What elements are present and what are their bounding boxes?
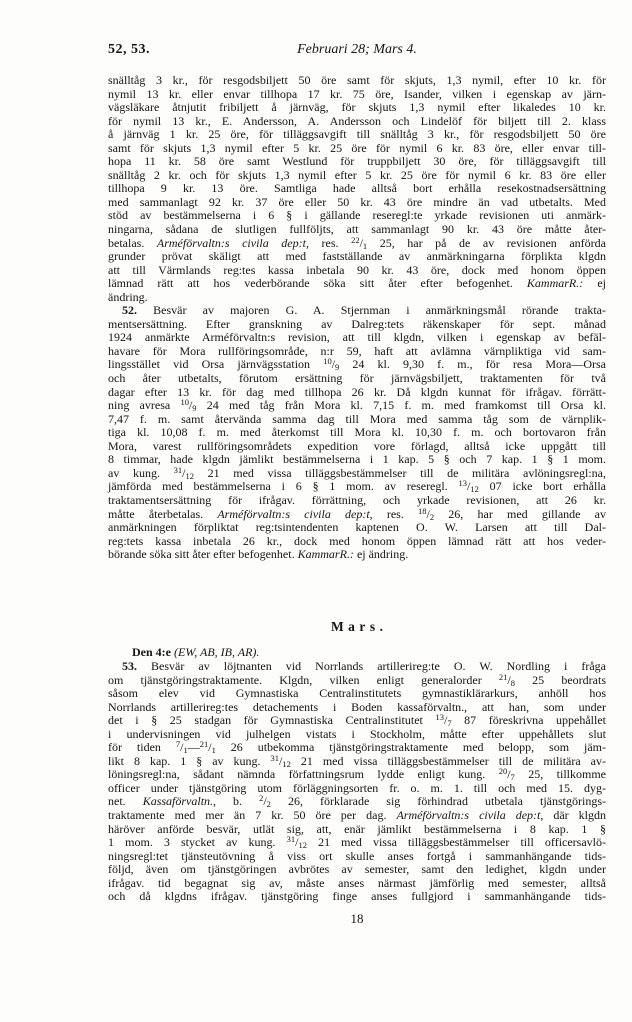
date-fraction: $^{31}/_{12}$: [173, 464, 194, 481]
text-run: ej: [583, 276, 606, 291]
body-text: [108, 74, 606, 562]
text-run: stöd av bestämmelserna i 6 § i gällande reseregl:te yrkade revisionen uti anmärk-: [108, 208, 606, 223]
italic-term: Arméförvaltn:s civila dep:t: [156, 235, 306, 250]
text-line: [108, 250, 606, 264]
text-line: [108, 505, 607, 522]
text-line: [108, 101, 606, 115]
text-line: [108, 74, 606, 88]
text-run: 25, har på de av revisionen anförda: [367, 235, 606, 250]
text-run: havare för Mora rullföringsområde, n:r 59, haft att avlämna värnpliktiga vid sam-: [108, 343, 606, 358]
text-line: [108, 877, 606, 891]
text-run: såsom elev vid Gymnastiska Centralinstitutets gymnastiklärarkurs, anhöll hos: [108, 686, 606, 701]
italic-term: Arméförvaltn:s civila dep:t: [396, 808, 541, 823]
text-line: [108, 88, 606, 102]
text-run: måtte återbetalas.: [108, 506, 218, 521]
text-run: ningsregl:tet tjänsteutövning å viss ort skulle anses fortgå i sammanhängande tids-: [108, 848, 606, 863]
text-run: snälltåg 2 kr. och för skjuts 1,3 nymil efter 5 kr. 25 öre för nymil 6 kr. 83 öre eller: [108, 167, 606, 182]
text-line: [108, 264, 606, 278]
italic-term: Arméförvaltn:s civila dep:t: [217, 506, 370, 521]
date-header: Februari 28; Mars 4.: [297, 42, 417, 57]
text-run: jämförda med bestämmelserna i 6 § 1 mom. av reseregl.: [108, 479, 459, 494]
text-run: samt för skjuts 1,3 nymil efter 5 kr. 25 öre för nymil 6 kr. 83 öre, eller envar till-: [108, 140, 606, 155]
case-number: Den 4:e: [132, 645, 171, 659]
text-line: [108, 701, 606, 715]
text-run: net.: [108, 794, 143, 809]
text-run: likt 8 kap. 1 § av kung.: [108, 753, 271, 768]
text-run: tillhopa 9 kr. 13 öre. Samtliga hade alltså bort erhålla resekostnadsersättning: [108, 181, 606, 196]
text-line: [108, 115, 606, 129]
text-line: [108, 494, 606, 508]
text-run: , res.: [305, 235, 352, 250]
text-run: 21 med vissa tilläggsbestämmelser till officersavlö-: [306, 835, 606, 850]
text-line: [108, 728, 606, 742]
text-line: [108, 277, 606, 291]
text-run: 1 mom. 3 stycket av kung.: [108, 835, 287, 850]
session-date-line: [108, 646, 606, 660]
paragraph-case-52: [108, 304, 606, 561]
date-fraction: $^{13}/_{12}$: [458, 478, 479, 495]
text-run: mentsersättning. Efter granskning av Dalreg:tets räkenskaper för sept. månad: [108, 316, 606, 331]
text-run: ändring.: [108, 289, 148, 304]
text-run: Besvär av majoren G. A. Stjernman i anmärkningsmål rörande trakta-: [137, 303, 606, 318]
text-line: [108, 142, 606, 156]
text-line: [108, 714, 606, 728]
text-run: betalas.: [108, 235, 157, 250]
text-line: [108, 464, 606, 481]
text-line: [108, 660, 606, 674]
text-run: i undervisningen vid julhelgen vistats i Stockholm, måtte efter uppehållets slut: [108, 726, 606, 741]
text-line: [108, 291, 606, 305]
date-fraction: $^{13}/_7$: [435, 712, 452, 729]
page-number: 18: [350, 911, 364, 926]
italic-term: KammarR.:: [297, 547, 354, 562]
date-fraction: $^{31}/_{12}$: [270, 752, 291, 769]
text-run: och då klgdns ifrågav. tjänstgöring finge anses fullgjord i sammanhängande tids-: [108, 889, 606, 904]
text-run: häröver anförde besvär, utlät sig, att, enär jämlikt bestämmelserna i 8 kap. 1 §: [108, 821, 606, 836]
date-fraction: $^{18}/_2$: [418, 505, 435, 522]
text-run: Besvär av löjtnanten vid Norrlands artillerireg:te O. W. Nordling i fråga: [137, 659, 606, 673]
text-line: [108, 169, 606, 183]
date-fraction: $^{21}/_1$: [199, 739, 216, 756]
text-run: det i § 25 stadgan för Gymnastiska Centralinstitutet: [108, 713, 436, 728]
text-line: [108, 318, 606, 332]
text-line: [108, 782, 606, 796]
date-fraction: $^7/_1$: [175, 739, 188, 756]
text-run: lingsstället vid Orsa järnvägsstation: [108, 357, 324, 372]
text-run: traktamente med mer än 7 kr. 50 öre per dag.: [108, 808, 397, 823]
text-line: [108, 741, 606, 755]
text-line: [108, 768, 606, 782]
text-run: hopa 11 kr. 58 öre samt Westlund för truppbiljett 30 öre, för tilläggsavgift till: [108, 154, 606, 169]
text-run: för tiden: [108, 740, 176, 755]
text-line: [108, 413, 606, 427]
text-run: nymil 13 kr. eller envar tillhopa 17 kr. 75 öre, Isander, vilken i egenskap av järn-: [108, 86, 606, 101]
text-line: [108, 671, 606, 688]
text-line: [108, 331, 606, 345]
case-numbers-header: 52, 53.: [108, 42, 150, 57]
text-run: 26 utbekomma tjänstgöringstraktamente med belopp, som jäm-: [215, 740, 606, 755]
text-run: med sammanlagt 92 kr. 37 öre eller 50 kr. 43 öre mindre än vad utbetalts. Med: [108, 194, 606, 209]
text-run: 7,47 f. m. samt återvända samma dag till Mora med samma tåg som de värnplik-: [108, 411, 606, 426]
text-run: , res.: [369, 506, 419, 521]
paragraph-case-51-continuation: [108, 74, 606, 304]
text-line: [108, 453, 606, 467]
text-run: lämnad rätt att hos vederbörande söka sitt åter efter befogenhet.: [108, 276, 527, 291]
text-run: ning avresa: [108, 398, 181, 413]
text-run: börande söka sitt åter efter befogenhet.: [108, 547, 298, 562]
date-fraction: $^{10}/_9$: [180, 397, 197, 414]
paragraph-case-53: [108, 660, 606, 904]
text-run: 26, förklarade sig förhindrad utbetala tjänstgörings-: [270, 794, 606, 809]
text-run: för nymil 13 kr., E. Andersson, A. Andersson och Lindelöf för biljett till 2. klass: [108, 113, 606, 128]
text-line: [108, 345, 606, 359]
text-run: 21 med vissa tilläggsbestämmelser till de militära av-: [290, 753, 606, 768]
text-run: 87 föreskrivna uppehållet: [451, 713, 607, 728]
date-fraction: $^{20}/_7$: [498, 766, 515, 783]
page-header: [108, 42, 606, 60]
text-run: 24 kl. 9,30 f. m., för resa Mora—Orsa: [339, 357, 606, 372]
text-run: ningarna, sådana de slutligen fullföljts, att sammanlagt 90 kr. 43 öre måtte åter-: [108, 222, 606, 237]
text-run: , b.: [213, 794, 260, 809]
text-line: [108, 304, 606, 318]
text-run: 25, tillkomme: [514, 767, 606, 782]
text-run: om tjänstgöringstraktamente. Klgdn, vilken enligt generalorder: [108, 672, 499, 687]
text-line: [108, 795, 606, 809]
text-run: tiga kl. 10,08 f. m. med återkomst till Mora kl. 10,30 f. m. och bortovaron från: [108, 425, 606, 440]
text-run: av kung.: [108, 465, 174, 480]
text-run: löningsregl:na, sådant nämnda författningsrum lydde enligt kung.: [108, 767, 499, 782]
text-line: [108, 480, 606, 494]
text-run: 07 icke bort erhålla: [478, 479, 606, 494]
italic-term: (EW, AB, IB, AR).: [174, 645, 260, 659]
text-line: [108, 399, 606, 413]
text-run: , där klgdn: [540, 808, 606, 823]
text-line: [108, 863, 606, 877]
date-fraction: $^{10}/_9$: [323, 356, 340, 373]
text-line: [108, 752, 606, 769]
text-run: vägsläkare åtnjutit fribiljett å järnväg, för skjuts 1,3 nymil efter likaledes 10 kr.: [108, 100, 606, 115]
text-line: [108, 209, 606, 223]
text-line: [108, 440, 606, 454]
text-run: att till Värmlands reg:tes kassa inbetala 90 kr. 43 öre, dock med honom öppen: [108, 262, 606, 277]
text-run: ej ändring.: [353, 547, 409, 562]
text-run: Norrlands artillerireg:tes detachements i Boden kassaförvaltn., att han, som under: [108, 699, 606, 714]
text-line: [108, 372, 606, 386]
text-line: [108, 646, 606, 660]
text-run: 25 beordrats: [515, 672, 606, 687]
text-line: [108, 182, 606, 196]
text-line: [108, 548, 606, 562]
text-run: och åter utbetalts, förutom ersättning för järnvägsbiljett, traktamenten för två: [108, 371, 606, 386]
text-line: [108, 521, 606, 535]
text-run: Mora, varest rullföringsområdets expedition vore förlagd, alltså icke uppgått till: [108, 438, 606, 453]
text-line: [108, 358, 606, 372]
date-fraction: $^{31}/_{12}$: [286, 834, 307, 851]
case-number: 53.: [122, 659, 137, 673]
date-fraction: $^{21}/_8$: [498, 671, 516, 688]
text-line: [108, 234, 606, 251]
text-line: [108, 809, 606, 823]
text-line: [108, 535, 606, 549]
text-run: reg:tets kassa inbetala 26 kr., dock med honom öppen lämnad rätt att hos veder-: [108, 533, 606, 548]
text-run: —: [187, 740, 200, 755]
text-line: [108, 128, 606, 142]
text-run: 8 timmar, hade klgdn jämlikt bestämmelserna i 1 kap. 5 § och 7 kap. 1 § 1 mom.: [108, 452, 606, 467]
case-number: 52.: [122, 303, 137, 318]
text-run: 24 med tåg från Mora kl. 7,15 f. m. med framkomst till Orsa kl.: [196, 398, 606, 413]
date-fraction: $^2/_2$: [259, 793, 271, 810]
text-run: grunder prövat skäligt att med fastställande av anmärkningarna förplikta klgdn: [108, 249, 606, 264]
text-run: dagar efter 13 kr. för dag med tillhopa 26 kr. Då klgdn kunnat för ifrågav. förrätt-: [108, 384, 606, 399]
text-line: [108, 196, 606, 210]
text-line: [108, 850, 606, 864]
text-line: [108, 836, 606, 850]
text-line: [108, 426, 606, 440]
italic-term: Kassaförvaltn.: [142, 794, 214, 809]
text-run: följd, även om tjänstgöringen avbrötes av semester, samt den ledighet, klgdn under: [108, 862, 606, 877]
text-run: officer under tjänstgöring utom förläggningsorten fr. o. m. 1. till och med 15. dyg-: [108, 780, 606, 795]
text-run: å järnväg 1 kr. 25 öre, för tilläggsavgift till snälltåg 3 kr., för resgodsbiljett 50 öre: [108, 127, 606, 142]
text-run: traktamentsersättning för ifrågav. förrättning, och yrkade revisionen, att 26 kr.: [108, 492, 606, 507]
text-line: [108, 155, 606, 169]
text-run: 26, har med gillande av: [434, 506, 607, 521]
text-line: [108, 890, 606, 904]
text-run: anmärkningen förpliktat reg:tsintendenten kaptenen O. W. Larsen att till Dal-: [108, 520, 606, 535]
text-line: [108, 687, 606, 701]
text-line: [108, 823, 606, 837]
date-fraction: $^{22}/_1$: [351, 234, 368, 251]
section-heading-mars: Mars.: [330, 619, 388, 634]
italic-term: KammarR.:: [526, 276, 584, 291]
text-run: 1924 anmärkte Arméförvaltn:s revision, att till klgdn, vilken i egenskap av befäl-: [108, 330, 606, 345]
text-run: snälltåg 3 kr., för resgodsbiljett 50 öre samt för skjuts, 1,3 nymil, efter 10 kr. för: [108, 73, 606, 87]
text-run: 21 med vissa tilläggsbestämmelser till de militära avlöningsregl:na,: [193, 465, 606, 480]
text-run: ifrågav. tid begagnat sig av, måste anses närmast jämförlig med semester, alltså: [108, 875, 606, 890]
